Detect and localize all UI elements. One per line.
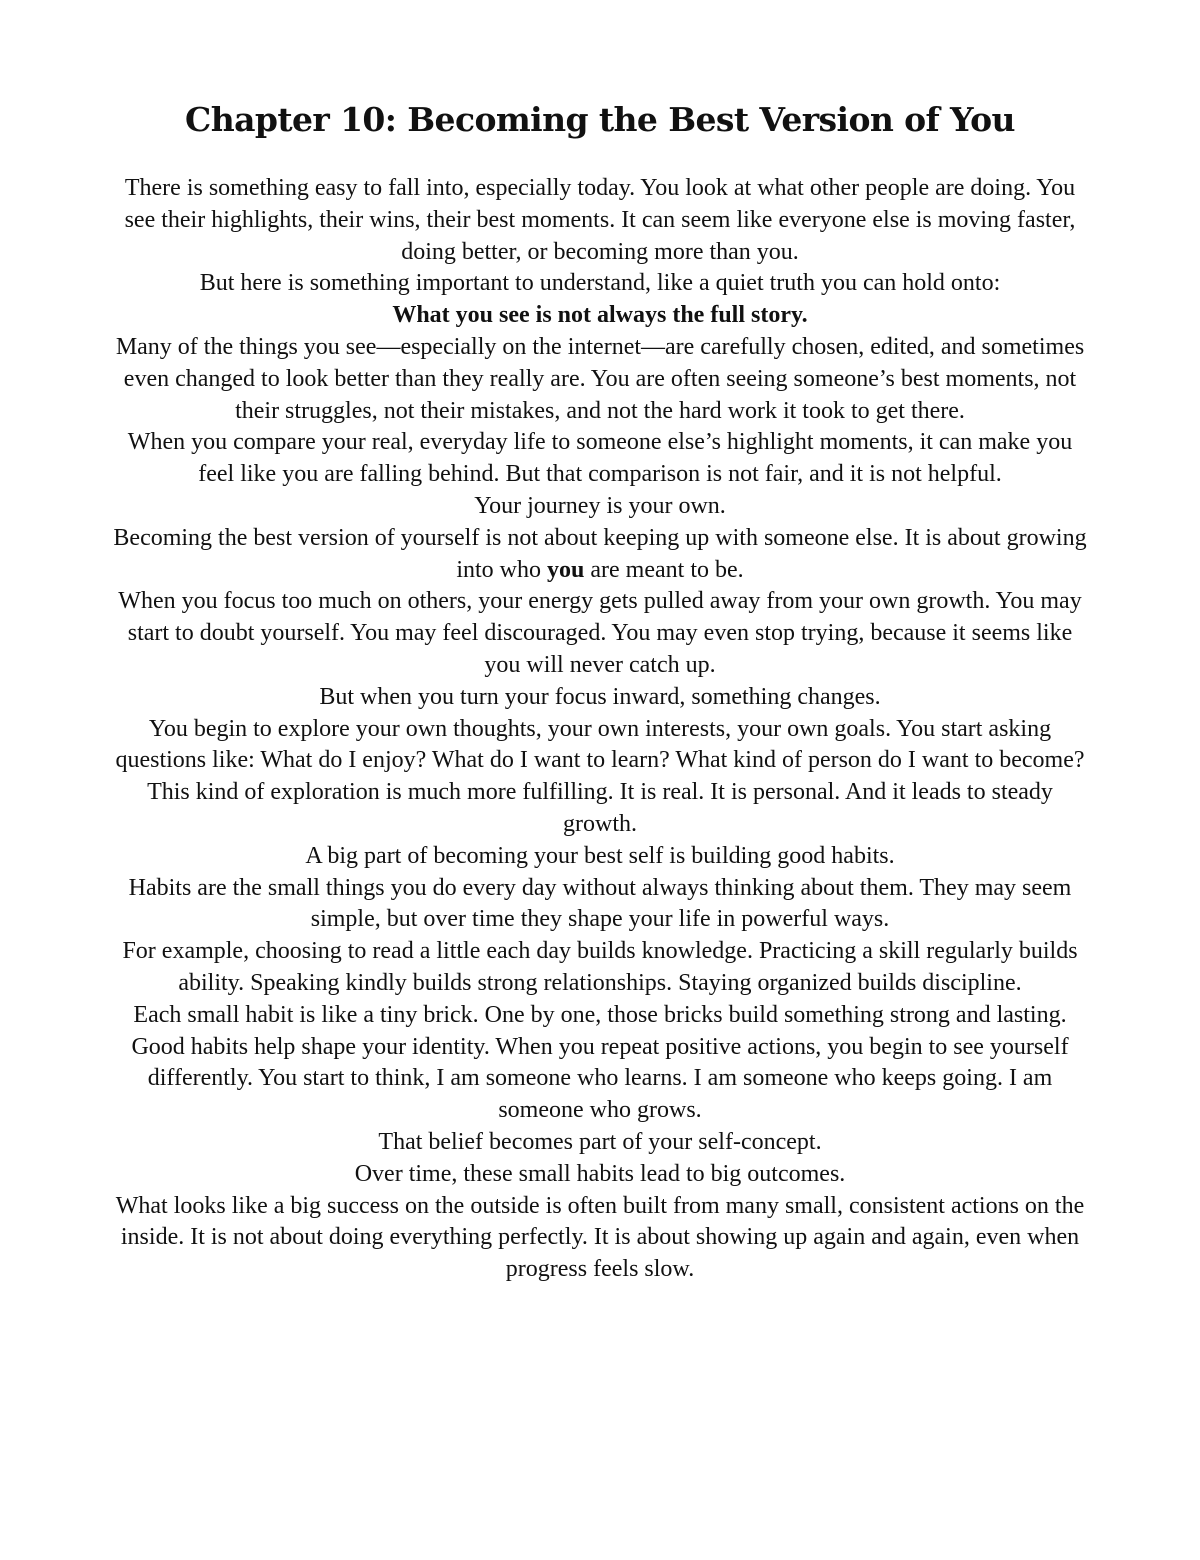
paragraph: Habits are the small things you do every day without always thinking about them. They may seem simple, but over time they shape your life in powerful ways. <box>128 874 1072 933</box>
key-statement: What you see is not always the full story. <box>392 302 808 329</box>
chapter-body <box>112 173 1088 1286</box>
emphasis-word: you <box>547 556 585 583</box>
paragraph: Your journey is your own. <box>474 492 726 519</box>
paragraph: Each small habit is like a tiny brick. One by one, those bricks build something strong and lasting. <box>133 1001 1067 1028</box>
paragraph: When you focus too much on others, your energy gets pulled away from your own growth. You may start to doubt yourself. You may feel discouraged. You may even stop trying, because it seems like you will never catch up. <box>118 588 1082 678</box>
paragraph: For example, choosing to read a little each day builds knowledge. Practicing a skill regularly builds ability. Speaking kindly builds strong relationships. Staying organized builds discipline. <box>122 938 1078 996</box>
paragraph: When you compare your real, everyday life to someone else’s highlight moments, it can make you feel like you are falling behind. But that comparison is not fair, and it is not helpful. <box>127 429 1073 488</box>
paragraph: That belief becomes part of your self-concept. <box>378 1128 822 1155</box>
paragraph: A big part of becoming your best self is building good habits. <box>305 842 895 869</box>
paragraph: Over time, these small habits lead to big outcomes. <box>354 1160 846 1187</box>
paragraph: Good habits help shape your identity. When you repeat positive actions, you begin to see yourself differently. You start to think, I am someone who learns. I am someone who keeps going. I am someone who grows. <box>131 1033 1069 1124</box>
paragraph: This kind of exploration is much more fulfilling. It is real. It is personal. And it leads to steady growth. <box>147 779 1053 837</box>
paragraph <box>112 523 1088 587</box>
paragraph: But here is something important to understand, like a quiet truth you can hold onto: <box>199 270 1001 297</box>
chapter-title: Chapter 10: Becoming the Best Version of You <box>185 100 1015 139</box>
paragraph-text: Becoming the best version of yourself is not about keeping up with someone else. It is about growing into who <box>113 524 1087 583</box>
paragraph: You begin to explore your own thoughts, your own interests, your own goals. You start asking questions like: What do I enjoy? What do I want to learn? What kind of person do I want to become? <box>115 715 1085 774</box>
paragraph: Many of the things you see—especially on the internet—are carefully chosen, edited, and sometimes even changed to look better than they really are. You are often seeing someone’s best moments, not their struggles, not their mistakes, and not the hard work it took to get there. <box>115 333 1085 424</box>
paragraph: What looks like a big success on the outside is often built from many small, consistent actions on the inside. It is not about doing everything perfectly. It is about showing up again and again, even when progress feels slow. <box>115 1192 1085 1283</box>
paragraph-text: are meant to be. <box>584 556 744 583</box>
paragraph: But when you turn your focus inward, something changes. <box>319 683 881 710</box>
paragraph: There is something easy to fall into, especially today. You look at what other people are doing. You see their highlights, their wins, their best moments. It can seem like everyone else is moving faster, doing better, or becoming more than you. <box>124 175 1076 265</box>
